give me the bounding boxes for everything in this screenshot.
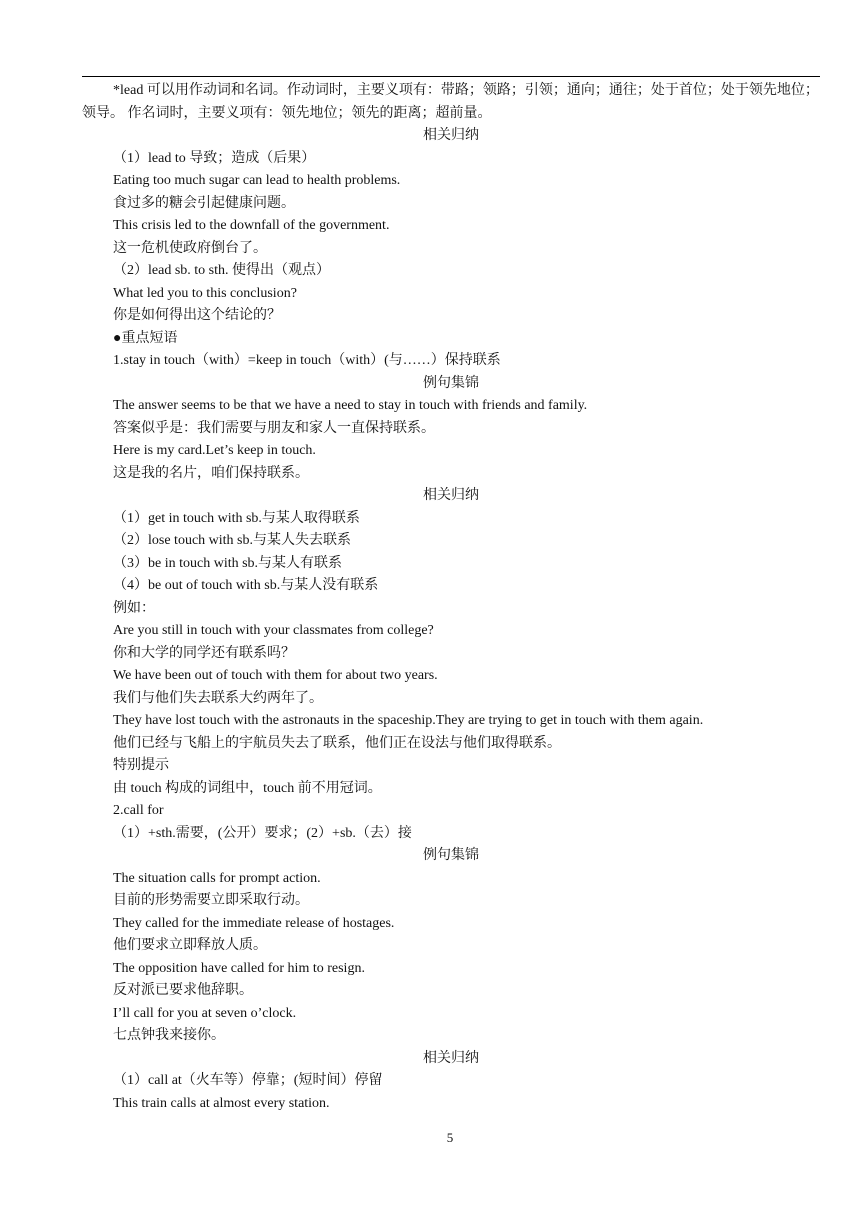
example-zh: 他们已经与飞船上的宇航员失去了联系，他们正在设法与他们取得联系。 [113, 735, 561, 751]
phrase-item: （1）call at（火车等）停靠；(短时间）停留 [113, 1073, 383, 1088]
example-en: I’ll call for you at seven o’clock. [113, 1005, 297, 1021]
section-heading: 相关归纳 [423, 1050, 479, 1066]
example-zh: 答案似乎是：我们需要与朋友和家人一直保持联系。 [113, 420, 435, 436]
example-zh: 这一危机使政府倒台了。 [113, 240, 267, 256]
section-title: ●重点短语 [113, 330, 178, 346]
phrase-item: （2）lead sb. to sth. 使得出（观点） [113, 263, 330, 278]
example-en: This crisis led to the downfall of the government. [113, 218, 390, 233]
example-en: The answer seems to be that we have a need to stay in touch with friends and family. [113, 398, 588, 413]
page-number: 5 [446, 1130, 454, 1145]
example-en: They called for the immediate release of hostages. [113, 915, 395, 931]
note-text: 由 touch 构成的词组中，touch 前不用冠词。 [113, 780, 382, 796]
example-label: 例如： [113, 600, 155, 616]
example-zh: 这是我的名片，咱们保持联系。 [113, 465, 309, 481]
header-rule [82, 76, 820, 77]
phrase-heading: 1.stay in touch（with）=keep in touch（with）(与……）保持联系 [113, 353, 501, 368]
example-en: Eating too much sugar can lead to health problems. [113, 173, 401, 188]
example-zh: 他们要求立即释放人质。 [113, 938, 267, 953]
section-heading: 相关归纳 [423, 488, 479, 503]
section-heading: 相关归纳 [423, 128, 479, 143]
phrase-item: （1）get in touch with sb.与某人取得联系 [113, 510, 360, 526]
phrase-item: （1）+sth.需要，(公开）要求；(2）+sb.（去）接 [113, 825, 412, 841]
phrase-item: （4）be out of touch with sb.与某人没有联系 [113, 578, 379, 593]
example-zh: 七点钟我来接你。 [113, 1028, 225, 1043]
example-zh: 目前的形势需要立即采取行动。 [113, 893, 309, 908]
section-heading: 例句集锦 [423, 375, 479, 391]
example-en: This train calls at almost every station. [113, 1095, 330, 1111]
example-en: We have been out of touch with them for about two years. [113, 668, 438, 683]
phrase-heading: 2.call for [113, 803, 164, 818]
example-zh: 你是如何得出这个结论的？ [113, 308, 281, 323]
example-en: What led you to this conclusion? [113, 285, 297, 301]
intro-paragraph: *lead 可以用作动词和名词。作动词时，主要义项有：带路；领路；引领；通向；通往；处于首位；处于领先地位；领导。 作名词时，主要义项有：领先地位；领先的距离；超前量。 [82, 83, 819, 121]
example-zh: 反对派已要求他辞职。 [113, 983, 253, 998]
phrase-item: （1）lead to 导致；造成（后果） [113, 150, 316, 166]
document-page [82, 80, 820, 1115]
example-zh: 我们与他们失去联系大约两年了。 [113, 690, 323, 706]
example-en: The situation calls for prompt action. [113, 870, 321, 886]
example-en: Here is my card.Let’s keep in touch. [113, 443, 316, 458]
example-en: The opposition have called for him to resign. [113, 960, 365, 976]
note-label: 特别提示 [113, 758, 169, 773]
example-en: They have lost touch with the astronauts in the spaceship.They are trying to get in touch with them again. [113, 713, 704, 728]
example-zh: 你和大学的同学还有联系吗？ [113, 645, 295, 661]
example-en: Are you still in touch with your classmates from college? [113, 623, 434, 638]
phrase-item: （2）lose touch with sb.与某人失去联系 [113, 533, 351, 548]
section-heading: 例句集锦 [423, 848, 479, 863]
phrase-item: （3）be in touch with sb.与某人有联系 [113, 555, 343, 571]
example-zh: 食过多的糖会引起健康问题。 [113, 195, 295, 211]
